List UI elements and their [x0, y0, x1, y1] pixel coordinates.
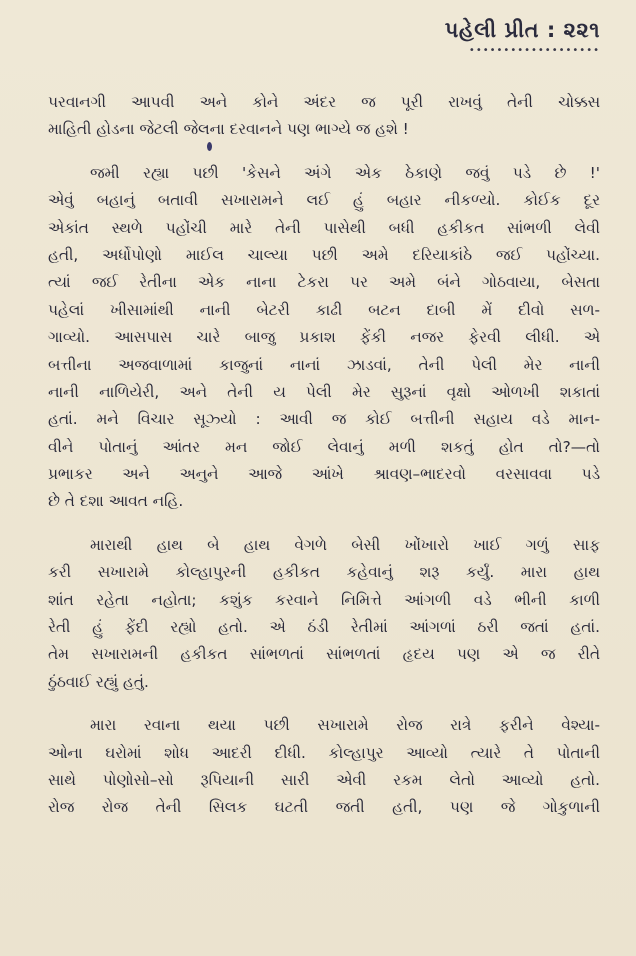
text-line: જમી રહ્યા પછી 'કેસને અંગે એક ઠેકાણે જવું પડે છે !': [90, 163, 600, 182]
text-line: તેમ સખારામની હકીકત સાંભળતાં સાંભળતાં હૃદય પણ એ જ રીતે: [48, 645, 600, 664]
paragraph: [48, 160, 600, 516]
paragraph: [48, 712, 600, 822]
paragraph: [48, 89, 600, 144]
text-line: મારાથી હાથ બે હાથ વેગળે બેસી ખોંખારો ખાઈ ગળું સાફ: [90, 535, 600, 554]
text-line: ગાવ્યો. આસપાસ ચારે બાજુ પ્રકાશ ફેંકી નજર ફેરવી લીધી. એ: [48, 328, 600, 347]
running-head: પહેલી પ્રીત : ૨૨૧: [444, 18, 600, 42]
page-header: [445, 18, 600, 56]
text-line: હતી, અર્ધોપોણો માઈલ ચાલ્યા પછી અમે દરિયાકાંઠે જઈ પહોંચ્યા.: [48, 245, 600, 264]
text-line: રોજ રોજ તેની સિલક ઘટતી જતી હતી, પણ જે ગોકુળાની: [48, 798, 600, 817]
text-line: પરવાનગી આપવી અને કોને અંદર જ પૂરી રાખવું તેની ચોક્કસ: [48, 93, 600, 111]
text-line: ઠુંઠવાઈ રહ્યું હતું.: [48, 672, 149, 691]
header-dotted-rule: •••••••••••••••••••: [468, 45, 600, 56]
text-line: છે તે દશા આવત નહિ.: [48, 492, 184, 511]
text-line: શાંત રહેતા નહોતા; કશુંક કરવાને નિમિત્તે આંગળી વડે ભીની કાળી: [48, 590, 600, 609]
text-line: પહેલાં ખીસામાંથી નાની બેટરી કાઢી બટન દાબી મેં દીવો સળ-: [48, 300, 600, 319]
text-line: પ્રભાકર અને અનુને આજે આંખે શ્રાવણ–ભાદરવો વરસાવવા પડે: [48, 465, 600, 484]
text-line: રેતી હું ફેંદી રહ્યો હતો. એ ઠંડી રેતીમાં આંગળાં ઠરી જતાં હતાં.: [48, 618, 600, 637]
text-line: ઓના ઘરોમાં શોધ આદરી દીધી. કોલ્હાપુર આવ્યો ત્યારે તે પોતાની: [48, 743, 600, 762]
text-line: એકાંત સ્થળે પહોંચી મારે તેની પાસેથી બધી હકીકત સાંભળી લેવી: [48, 218, 600, 237]
text-line: માહિતી હોડના જેટલી જેલના દરવાનને પણ ભાગ્યે જ હશે !: [48, 120, 409, 139]
paragraph: [48, 532, 600, 696]
text-line: મારા રવાના થયા પછી સખારામે રોજ રાત્રે ફરીને વેશ્યા-: [90, 716, 600, 735]
text-line: ત્યાં જઈ રેતીના એક નાના ટેકરા પર અમે બંને ગોઠવાયા, બેસતા: [48, 273, 600, 292]
text-line: સાથે પોણોસો–સો રૂપિયાની સારી એવી રકમ લેતો આવ્યો હતો.: [48, 770, 600, 789]
text-line: એવું બહાનું બતાવી સખારામને લઈ હું બહાર નીકળ્યો. કોઈક દૂર: [48, 191, 600, 210]
text-line: બત્તીના અજવાળામાં કાજુનાં નાનાં ઝાડવાં, તેની પેલી મેર નાની: [48, 355, 600, 374]
text-line: હતાં. મને વિચાર સૂઝ્યો : આવી જ કોઈ બત્તીની સહાય વડે માન-: [48, 410, 600, 429]
text-line: નાની નાળિયેરી, અને તેની ય પેલી મેર સુરૂનાં વૃક્ષો ઓળખી શકાતાં: [48, 382, 600, 401]
body-text: [48, 89, 600, 822]
text-line: કરી સખારામે કોલ્હાપુરની હકીકત કહેવાનું શરૂ કર્યું. મારા હાથ: [48, 563, 600, 582]
text-line: વીને પોતાનું આંતર મન જોઈ લેવાનું મળી શકતું હોત તો?—તો: [48, 437, 600, 456]
